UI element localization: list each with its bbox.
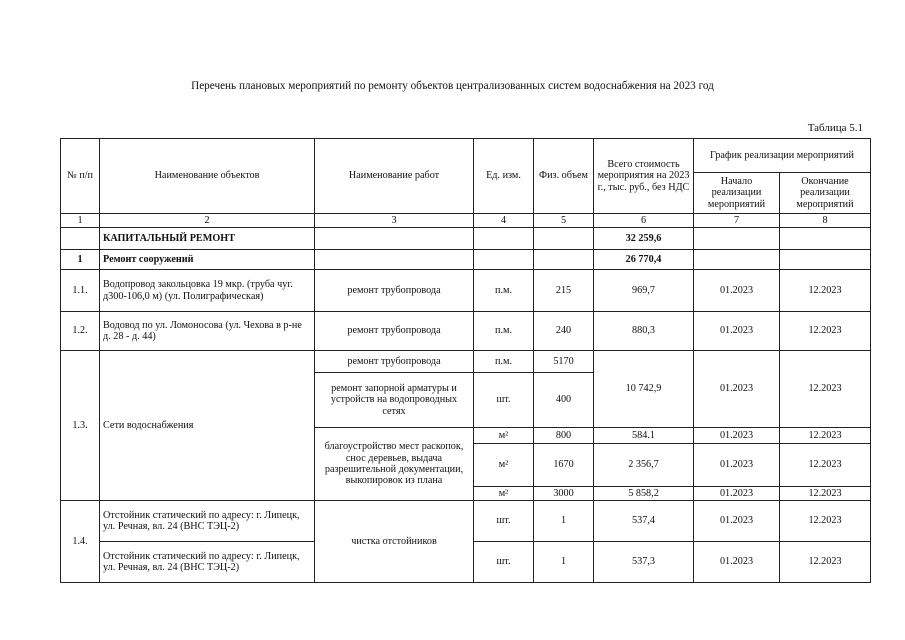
end-date: 12.2023: [780, 312, 871, 351]
header-work: Наименование работ: [315, 139, 474, 214]
object-name: Водовод по ул. Ломоносова (ул. Чехова в р-не д. 28 - д. 44): [100, 312, 315, 351]
section-cost: 26 770,4: [594, 250, 694, 270]
table-row: [61, 351, 871, 373]
col-number: 2: [100, 214, 315, 228]
object-name: Водопровод закольцовка 19 мкр. (труба чуг. д300-106,0 м) (ул. Полиграфическая): [100, 270, 315, 312]
header-object: Наименование объектов: [100, 139, 315, 214]
col-number: 8: [780, 214, 871, 228]
table-number: Таблица 5.1: [807, 122, 863, 134]
table-row: [61, 312, 871, 351]
start-date: 01.2023: [694, 444, 780, 487]
unit: п.м.: [474, 270, 534, 312]
volume: 400: [534, 373, 594, 428]
col-number: 4: [474, 214, 534, 228]
table-row: [61, 270, 871, 312]
repair-plan-table: [60, 138, 871, 583]
volume: 1: [534, 501, 594, 542]
unit: п.м.: [474, 312, 534, 351]
header-start: Начало реализации мероприятий: [694, 173, 780, 214]
row-num: 1.1.: [61, 270, 100, 312]
section-label: Ремонт сооружений: [100, 250, 315, 270]
volume: 1: [534, 542, 594, 583]
work-name: чистка отстойников: [315, 501, 474, 583]
capital-repair-row: [61, 228, 871, 250]
work-name: ремонт запорной арматуры и устройств на водопроводных сетях: [315, 373, 474, 428]
cost: 880,3: [594, 312, 694, 351]
header-cost: Всего стоимость мероприятия на 2023 г., тыс. руб., без НДС: [594, 139, 694, 214]
volume: 215: [534, 270, 594, 312]
work-name: ремонт трубопровода: [315, 312, 474, 351]
volume: 3000: [534, 487, 594, 501]
unit: м²: [474, 428, 534, 444]
start-date: 01.2023: [694, 351, 780, 428]
start-date: 01.2023: [694, 501, 780, 542]
work-name: благоустройство мест раскопок, снос деревьев, выдача разрешительной документации, выкопировок из плана: [315, 428, 474, 501]
section-row: [61, 250, 871, 270]
header-unit: Ед. изм.: [474, 139, 534, 214]
work-name: ремонт трубопровода: [315, 270, 474, 312]
volume: 240: [534, 312, 594, 351]
cost: 2 356,7: [594, 444, 694, 487]
header-volume: Физ. объем: [534, 139, 594, 214]
cost: 537,4: [594, 501, 694, 542]
end-date: 12.2023: [780, 351, 871, 428]
object-name: Отстойник статический по адресу: г. Липецк, ул. Речная, вл. 24 (ВНС ТЭЦ-2): [100, 542, 315, 583]
end-date: 12.2023: [780, 444, 871, 487]
header-schedule: График реализации мероприятий: [694, 139, 871, 173]
col-number: 5: [534, 214, 594, 228]
cost: 969,7: [594, 270, 694, 312]
section-num: 1: [61, 250, 100, 270]
unit: шт.: [474, 501, 534, 542]
capital-repair-label: КАПИТАЛЬНЫЙ РЕМОНТ: [100, 228, 315, 250]
cost: 584.1: [594, 428, 694, 444]
work-name: ремонт трубопровода: [315, 351, 474, 373]
volume: 1670: [534, 444, 594, 487]
page-title: Перечень плановых мероприятий по ремонту объектов централизованных систем водоснабжения на 2023 год: [191, 80, 714, 92]
start-date: 01.2023: [694, 270, 780, 312]
row-num: 1.4.: [61, 501, 100, 583]
col-number: 6: [594, 214, 694, 228]
column-number-row: [61, 214, 871, 228]
start-date: 01.2023: [694, 312, 780, 351]
end-date: 12.2023: [780, 501, 871, 542]
unit: п.м.: [474, 351, 534, 373]
unit: шт.: [474, 542, 534, 583]
col-number: 3: [315, 214, 474, 228]
header-end: Окончание реализации мероприятий: [780, 173, 871, 214]
start-date: 01.2023: [694, 428, 780, 444]
header-row: [61, 139, 871, 173]
unit: шт.: [474, 373, 534, 428]
end-date: 12.2023: [780, 487, 871, 501]
start-date: 01.2023: [694, 542, 780, 583]
volume: 800: [534, 428, 594, 444]
unit: м²: [474, 444, 534, 487]
end-date: 12.2023: [780, 270, 871, 312]
header-num: № п/п: [61, 139, 100, 214]
table-row: [61, 501, 871, 542]
start-date: 01.2023: [694, 487, 780, 501]
capital-repair-cost: 32 259,6: [594, 228, 694, 250]
volume: 5170: [534, 351, 594, 373]
cost: 5 858,2: [594, 487, 694, 501]
col-number: 7: [694, 214, 780, 228]
col-number: 1: [61, 214, 100, 228]
row-num: 1.3.: [61, 351, 100, 501]
object-name: Отстойник статический по адресу: г. Липецк, ул. Речная, вл. 24 (ВНС ТЭЦ-2): [100, 501, 315, 542]
cost: 537,3: [594, 542, 694, 583]
end-date: 12.2023: [780, 428, 871, 444]
unit: м²: [474, 487, 534, 501]
object-name: Сети водоснабжения: [100, 351, 315, 501]
end-date: 12.2023: [780, 542, 871, 583]
row-num: 1.2.: [61, 312, 100, 351]
cost: 10 742,9: [594, 351, 694, 428]
